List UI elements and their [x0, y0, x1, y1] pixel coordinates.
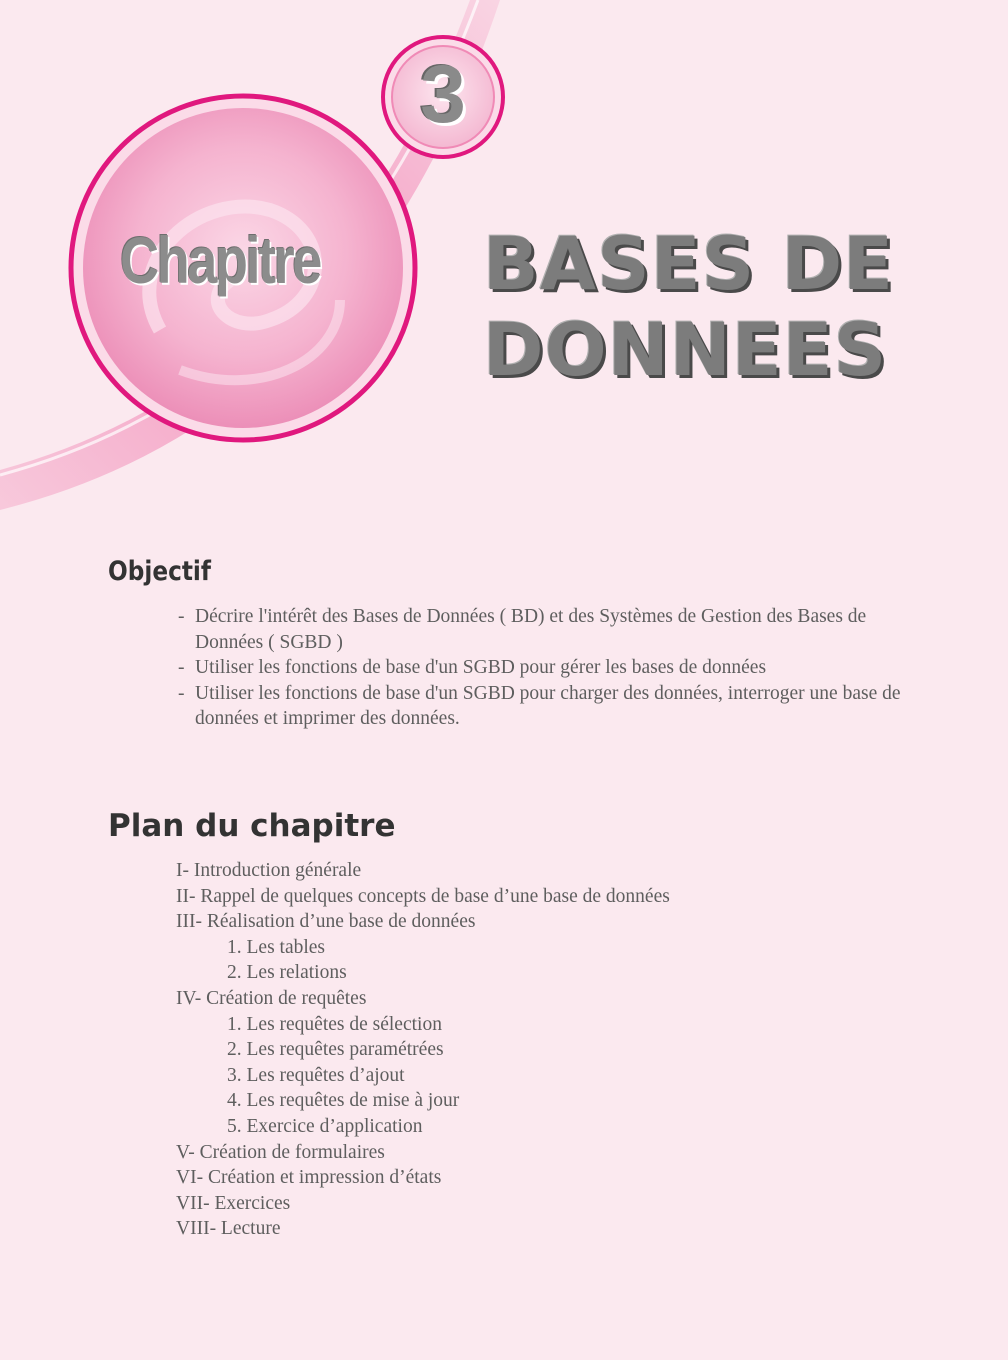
- plan-subitem: 4. Les requêtes de mise à jour: [227, 1090, 460, 1112]
- objectif-item: - Décrire l'intérêt des Bases de Données ( BD) et des Systèmes de Gestion des Bases de Données ( SGBD ): [178, 604, 918, 655]
- plan-item: V- Création de formulaires: [176, 1141, 385, 1163]
- plan-item: VI- Création et impression d’états: [176, 1167, 442, 1189]
- plan-subitem: 3. Les requêtes d’ajout: [227, 1064, 405, 1086]
- plan-item: IV- Création de requêtes: [176, 987, 367, 1009]
- plan-subitem: 5. Exercice d’application: [227, 1115, 423, 1137]
- plan-subitem: 1. Les requêtes de sélection: [227, 1013, 442, 1035]
- plan-subitem: 2. Les relations: [227, 962, 347, 984]
- chapter-title-line-2: DONNEES: [483, 308, 888, 393]
- plan-heading: Plan du chapitre: [108, 808, 396, 844]
- plan-item: III- Réalisation d’une base de données: [176, 911, 476, 933]
- plan-subitem: 1. Les tables: [227, 936, 326, 958]
- plan-subitem: 2. Les requêtes paramétrées: [227, 1039, 444, 1061]
- chapter-title-line-1: BASES DE: [483, 222, 895, 307]
- chapter-title: [483, 222, 953, 394]
- objectif-item: - Utiliser les fonctions de base d'un SGBD pour charger des données, interroger une base de données et imprimer des données.: [178, 681, 918, 732]
- plan-item: I- Introduction générale: [176, 860, 362, 881]
- objectif-list: [178, 604, 918, 732]
- objectif-heading: Objectif: [108, 556, 211, 587]
- objectif-item: - Utiliser les fonctions de base d'un SGBD pour gérer les bases de données: [178, 655, 918, 681]
- chapter-label: Chapitre: [120, 223, 320, 297]
- chapter-number: 3: [420, 49, 466, 140]
- plan-item: II- Rappel de quelques concepts de base d’une base de données: [176, 885, 670, 907]
- plan-item: VII- Exercices: [176, 1192, 291, 1214]
- plan-item: VIII- Lecture: [176, 1218, 281, 1240]
- plan-list: [176, 858, 876, 1242]
